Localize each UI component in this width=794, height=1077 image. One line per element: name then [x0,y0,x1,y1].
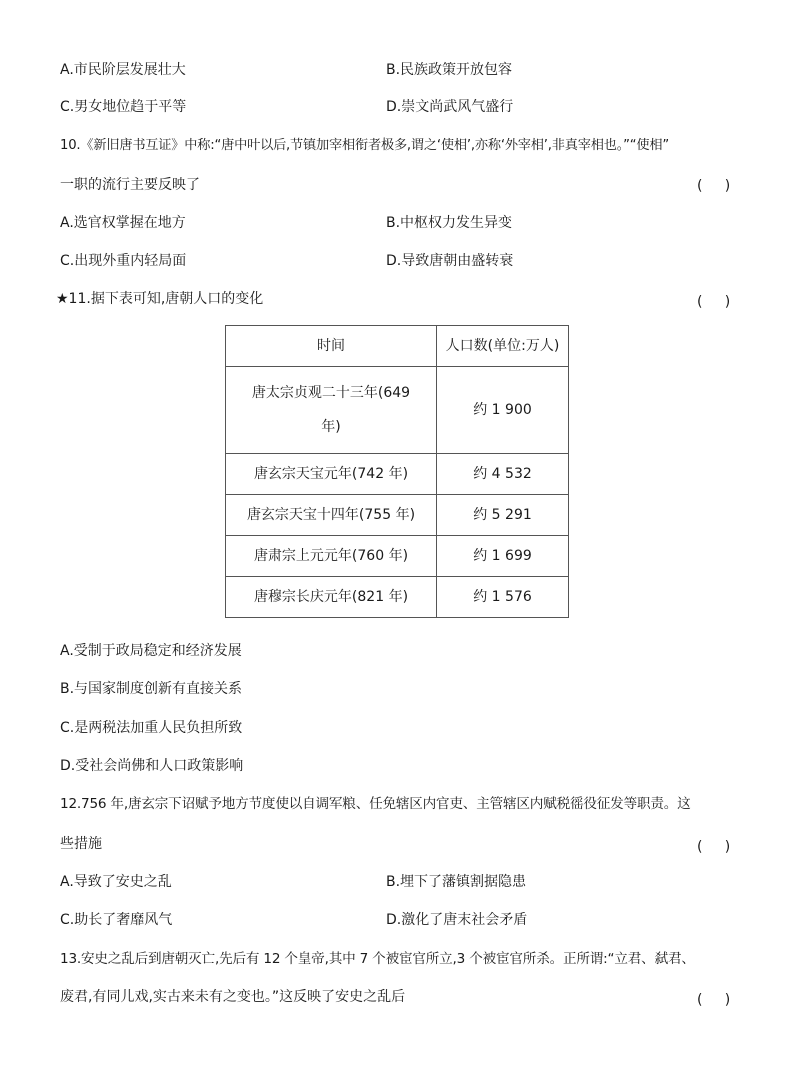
q12-option-b: B.埋下了藩镇割据隐患 [386,874,527,890]
table-cell-population: 约 4 532 [437,454,569,495]
q12-stem-line1: 12.756 年,唐玄宗下诏赋予地方节度使以自调军粮、任免辖区内官吏、主管辖区内赋税徭役征发等职责。这 [60,796,691,812]
q12-option-c: C.助长了奢靡风气 [60,912,173,928]
table-row [226,367,569,454]
q9-option-b: B.民族政策开放包容 [386,62,513,78]
q12-answer-paren: ( ) [697,839,731,855]
table-cell-population: 约 5 291 [437,495,569,536]
table-header-population: 人口数(单位:万人) [437,326,569,367]
population-table [225,325,569,618]
q12-option-d: D.激化了唐末社会矛盾 [386,912,528,928]
q11-option-a: A.受制于政局稳定和经济发展 [60,643,242,659]
table-cell-time: 唐玄宗天宝十四年(755 年) [226,495,437,536]
q12-option-a: A.导致了安史之乱 [60,874,172,890]
q10-option-c: C.出现外重内轻局面 [60,253,187,269]
q11-option-c: C.是两税法加重人民负担所致 [60,720,243,736]
table-header-time: 时间 [226,326,437,367]
table-cell-time: 唐穆宗长庆元年(821 年) [226,577,437,618]
q12-stem-line2: 些措施 [60,836,102,852]
q11-option-b: B.与国家制度创新有直接关系 [60,681,243,697]
table-row [226,454,569,495]
q9-option-c: C.男女地位趋于平等 [60,99,187,115]
q10-stem-line1: 10.《新旧唐书互证》中称:“唐中叶以后,节镇加宰相衔者极多,谓之‘使相’,亦称‘外宰相’,非真宰相也。”“使相” [60,138,669,153]
table-row [226,495,569,536]
table-cell-time: 唐肃宗上元元年(760 年) [226,536,437,577]
table-row [226,536,569,577]
q10-stem-line2: 一职的流行主要反映了 [60,177,200,193]
q11-option-d: D.受社会尚佛和人口政策影响 [60,758,244,774]
table-cell-time: 唐太宗贞观二十三年(649年) [226,367,437,454]
table-cell-population: 约 1 576 [437,577,569,618]
q10-option-b: B.中枢权力发生异变 [386,215,513,231]
table-header-row [226,326,569,367]
q9-option-a: A.市民阶层发展壮大 [60,62,186,78]
q11-answer-paren: ( ) [697,294,731,310]
q13-stem-line2: 废君,有同儿戏,实古来未有之变也。”这反映了安史之乱后 [60,989,406,1005]
q11-stem: ★11.据下表可知,唐朝人口的变化 [56,291,264,307]
table-cell-population: 约 1 699 [437,536,569,577]
q10-option-a: A.选官权掌握在地方 [60,215,186,231]
table-row [226,577,569,618]
q13-stem-line1: 13.安史之乱后到唐朝灭亡,先后有 12 个皇帝,其中 7 个被宦官所立,3 个被宦官所杀。正所谓:“立君、弑君、 [60,951,695,967]
q10-answer-paren: ( ) [697,178,731,194]
table-cell-population: 约 1 900 [437,367,569,454]
q13-answer-paren: ( ) [697,992,731,1008]
q9-option-d: D.崇文尚武风气盛行 [386,99,514,115]
q10-option-d: D.导致唐朝由盛转衰 [386,253,514,269]
table-cell-time: 唐玄宗天宝元年(742 年) [226,454,437,495]
